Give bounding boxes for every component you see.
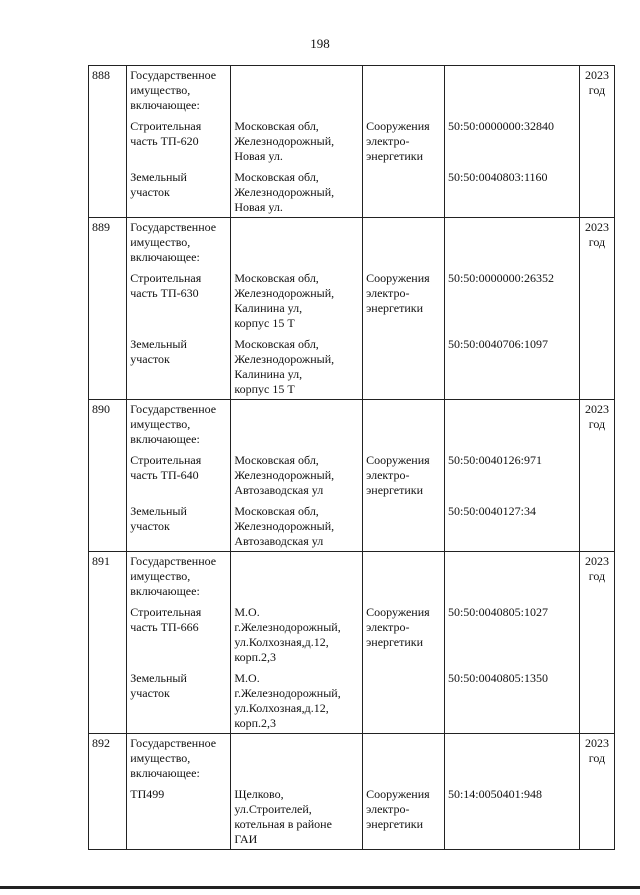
page-number: 198	[310, 36, 330, 51]
header-spacer	[234, 402, 359, 447]
address-cell	[231, 552, 363, 734]
item-type: Сооружения электро- энергетики	[366, 119, 430, 163]
table-row	[89, 552, 615, 734]
item-name: Земельный участок	[130, 170, 187, 199]
year: 2023 год	[584, 554, 609, 583]
item-address: Московская обл, Железнодорожный, Новая ул.	[234, 119, 335, 163]
table-row	[89, 218, 615, 400]
item-name: ТП499	[130, 787, 165, 801]
item-cadastral-number: 50:50:0040126:971	[447, 453, 542, 467]
row-number-cell	[89, 218, 127, 400]
cadastral-cell	[444, 400, 579, 552]
item-address: Московская обл, Железнодорожный, Автозаводская ул	[234, 453, 335, 497]
row-number-cell	[89, 66, 127, 218]
row-number-cell	[89, 400, 127, 552]
row-number: 891	[92, 554, 110, 568]
item-cadastral-number: 50:50:0000000:32840	[447, 119, 554, 133]
item-cadastral-number: 50:50:0040127:34	[447, 504, 536, 518]
item-cadastral-number: 50:50:0040805:1027	[447, 605, 548, 619]
header-spacer	[366, 402, 441, 447]
item-address: Щелково, ул.Строителей, котельная в районе ГАИ	[234, 787, 332, 846]
row-number: 889	[92, 220, 110, 234]
address-cell	[231, 734, 363, 850]
row-number: 892	[92, 736, 110, 750]
property-header: Государственное имущество, включающее:	[130, 554, 217, 598]
header-spacer	[366, 220, 441, 265]
item-address: Московская обл, Железнодорожный, Калинина ул, корпус 15 Т	[234, 337, 335, 396]
header-spacer	[234, 68, 359, 113]
item-name: Земельный участок	[130, 671, 187, 700]
row-number-cell	[89, 552, 127, 734]
item-name: Земельный участок	[130, 337, 187, 366]
header-spacer	[448, 68, 576, 113]
description-cell	[127, 218, 231, 400]
item-type: Сооружения электро- энергетики	[366, 787, 430, 831]
table-row	[89, 400, 615, 552]
item-address: Московская обл, Железнодорожный, Калинина ул, корпус 15 Т	[234, 271, 335, 330]
year-cell	[579, 400, 614, 552]
row-number: 888	[92, 68, 110, 82]
year: 2023 год	[584, 68, 609, 97]
item-type	[366, 504, 441, 549]
scan-edge	[0, 886, 640, 889]
item-cadastral-number: 50:50:0040706:1097	[447, 337, 548, 351]
item-name: Строительная часть ТП-640	[130, 453, 202, 482]
year-cell	[579, 218, 614, 400]
header-spacer	[234, 736, 359, 781]
cadastral-cell	[444, 218, 579, 400]
item-address: Московская обл, Железнодорожный, Автозаводская ул	[234, 504, 335, 548]
item-address: М.О. г.Железнодорожный, ул.Колхозная,д.12, корп.2,3	[234, 605, 341, 664]
year-cell	[579, 66, 614, 218]
type-cell	[363, 734, 445, 850]
item-name: Строительная часть ТП-620	[130, 119, 202, 148]
property-table-body	[89, 66, 615, 850]
header-spacer	[448, 402, 576, 447]
header-spacer	[234, 554, 359, 599]
description-cell	[127, 552, 231, 734]
year-cell	[579, 552, 614, 734]
item-type: Сооружения электро- энергетики	[366, 453, 430, 497]
type-cell	[363, 552, 445, 734]
item-name: Строительная часть ТП-630	[130, 271, 202, 300]
row-number: 890	[92, 402, 110, 416]
item-cadastral-number: 50:50:0000000:26352	[447, 271, 554, 285]
header-spacer	[448, 736, 576, 781]
cadastral-cell	[444, 734, 579, 850]
property-header: Государственное имущество, включающее:	[130, 402, 217, 446]
item-name: Земельный участок	[130, 504, 187, 533]
table-row	[89, 66, 615, 218]
year: 2023 год	[584, 402, 609, 431]
item-name: Строительная часть ТП-666	[130, 605, 202, 634]
property-header: Государственное имущество, включающее:	[130, 68, 217, 112]
cadastral-cell	[444, 66, 579, 218]
item-type: Сооружения электро- энергетики	[366, 605, 430, 649]
type-cell	[363, 400, 445, 552]
address-cell	[231, 218, 363, 400]
type-cell	[363, 218, 445, 400]
property-header: Государственное имущество, включающее:	[130, 736, 217, 780]
item-cadastral-number: 50:50:0040805:1350	[447, 671, 548, 685]
type-cell	[363, 66, 445, 218]
address-cell	[231, 400, 363, 552]
header-spacer	[448, 554, 576, 599]
table-row	[89, 734, 615, 850]
year-cell	[579, 734, 614, 850]
description-cell	[127, 734, 231, 850]
header-spacer	[234, 220, 359, 265]
item-address: М.О. г.Железнодорожный, ул.Колхозная,д.12, корп.2,3	[234, 671, 341, 730]
header-spacer	[366, 736, 441, 781]
year: 2023 год	[584, 736, 609, 765]
item-type: Сооружения электро- энергетики	[366, 271, 430, 315]
header-spacer	[366, 68, 441, 113]
item-type	[366, 337, 441, 397]
description-cell	[127, 66, 231, 218]
year: 2023 год	[584, 220, 609, 249]
description-cell	[127, 400, 231, 552]
row-number-cell	[89, 734, 127, 850]
item-cadastral-number: 50:14:0050401:948	[447, 787, 542, 801]
address-cell	[231, 66, 363, 218]
item-type	[366, 671, 441, 731]
item-address: Московская обл, Железнодорожный, Новая ул.	[234, 170, 335, 214]
cadastral-cell	[444, 552, 579, 734]
property-table	[88, 65, 615, 850]
header-spacer	[366, 554, 441, 599]
property-header: Государственное имущество, включающее:	[130, 220, 217, 264]
item-type	[366, 170, 441, 215]
header-spacer	[448, 220, 576, 265]
item-cadastral-number: 50:50:0040803:1160	[447, 170, 548, 184]
